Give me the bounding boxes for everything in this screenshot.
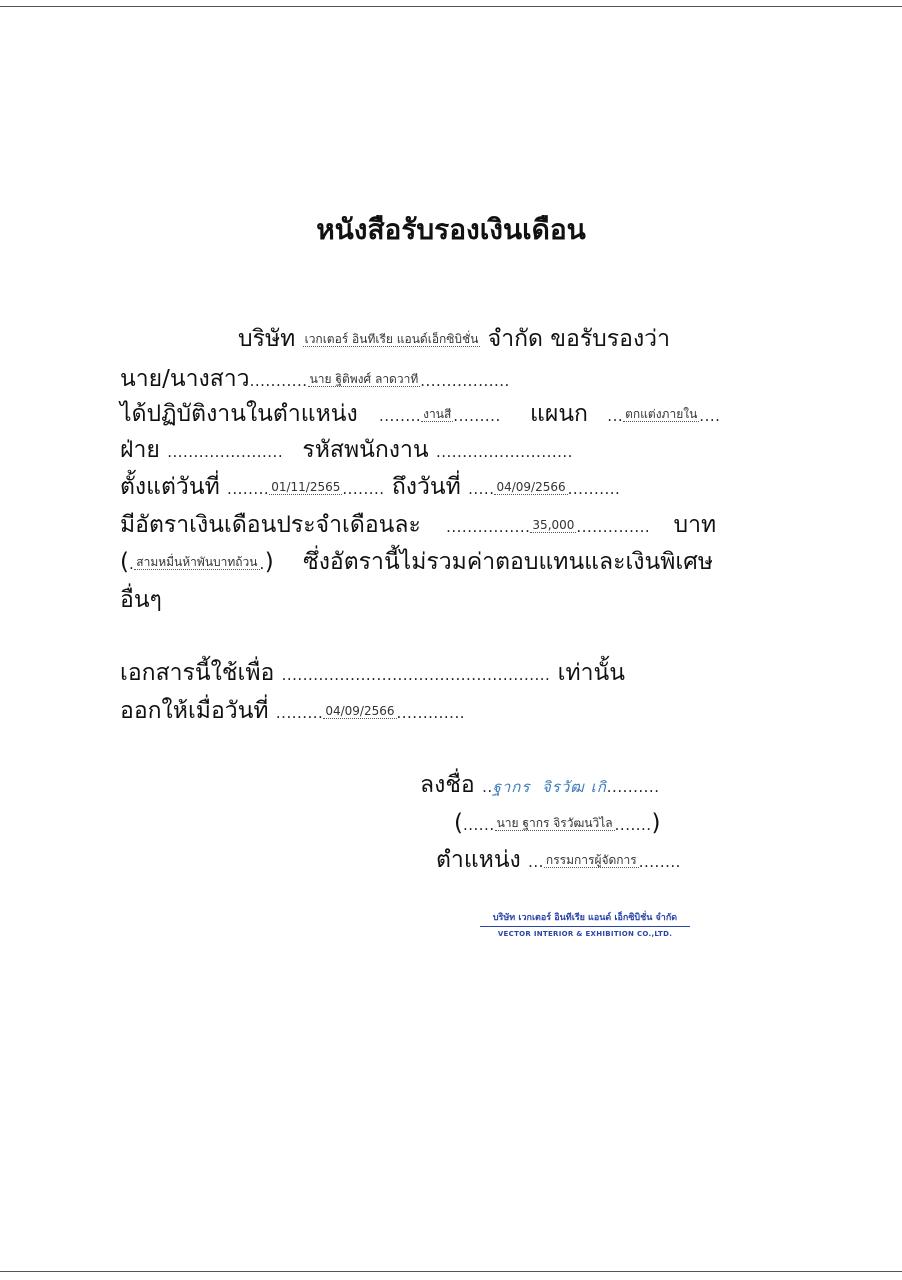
purpose-field: ...................................................: [281, 666, 551, 684]
division-line: [120, 433, 573, 469]
division-field: ......................: [167, 443, 284, 461]
signer-title-line: ตำแหน่ง ... กรรมการผู้จัดการ ........: [436, 847, 681, 873]
others-text: อื่นๆ: [120, 587, 162, 613]
salary-words-line: (. สามหมื่นห้าพันบาทถ้วน .) ซึ่งอัตรานี้ไม่รวมค่าตอบแทนและเงินพิเศษ: [120, 549, 714, 575]
name-line: นาย/นางสาว........... นาย ฐิติพงศ์ ลาดวาที .................: [120, 366, 510, 392]
department-label: แผนก: [530, 401, 588, 427]
handwritten-signature: ฐากร จิรวัฒ เกิ: [492, 778, 607, 796]
employee-id-field: ..........................: [435, 443, 573, 461]
signature-line: ลงชื่อ ..ฐากร จิรวัฒ เกิ..........: [420, 772, 660, 798]
exclusion-note: ซึ่งอัตรานี้ไม่รวมค่าตอบแทนและเงินพิเศษ: [303, 549, 714, 575]
name-label: นาย/นางสาว: [120, 366, 250, 392]
issue-date-label: ออกให้เมื่อวันที่: [120, 698, 269, 724]
issue-date-line: ออกให้เมื่อวันที่ ......... 04/09/2566 .............: [120, 698, 465, 724]
start-date-field: 01/11/2565: [271, 480, 341, 494]
department-field: ตกแต่งภายใน: [625, 407, 698, 421]
stamp-thai-text: บริษัท เวกเตอร์ อินทีเรีย แอนด์ เอ็กซิบิชั่น จำกัด: [480, 910, 690, 927]
employee-id-label: รหัสพนักงาน: [302, 437, 429, 463]
position-line: ได้ปฏิบัติงานในตำแหน่ง ........ งานสี ......... แผนก ... ตกแต่งภายใน ....: [120, 401, 721, 427]
currency-label: บาท: [673, 512, 717, 538]
company-suffix: จำกัด ขอรับรองว่า: [487, 326, 671, 352]
until-date-field: 04/09/2566: [496, 480, 566, 494]
signer-name-field: นาย ฐากร จิรวัฒนวิไล: [496, 816, 613, 830]
company-prefix: บริษัท: [238, 326, 296, 352]
position-field: งานสี: [423, 407, 452, 421]
position-label: ได้ปฏิบัติงานในตำแหน่ง: [120, 401, 358, 427]
title-label: ตำแหน่ง: [436, 847, 521, 873]
salary-words-field: สามหมื่นห้าพันบาทถ้วน: [136, 555, 258, 569]
company-name-field: เวกเตอร์ อินทีเรีย แอนด์เอ็กซิบิชั่น: [304, 332, 479, 346]
salary-line: มีอัตราเงินเดือนประจำเดือนละ ................ 35,000 .............. บาท: [120, 512, 717, 538]
until-date-label: ถึงวันที่: [391, 474, 461, 500]
purpose-label: เอกสารนี้ใช้เพื่อ: [120, 660, 275, 686]
sign-label: ลงชื่อ: [420, 772, 475, 798]
signer-name-line: (...... นาย ฐากร จิรวัฒนวิไล .......): [454, 810, 661, 836]
purpose-line: [120, 656, 625, 692]
issue-date-field: 04/09/2566: [325, 704, 395, 718]
salary-label: มีอัตราเงินเดือนประจำเดือนละ: [120, 512, 421, 538]
stamp-english-text: VECTOR INTERIOR & EXHIBITION CO.,LTD.: [497, 930, 673, 938]
salary-amount-field: 35,000: [532, 518, 575, 532]
top-border-line: [0, 6, 902, 7]
document-title: หนังสือรับรองเงินเดือน: [316, 213, 586, 246]
employee-name-field: นาย ฐิติพงศ์ ลาดวาที: [309, 372, 419, 386]
company-stamp: [480, 910, 690, 938]
company-line: [238, 322, 670, 359]
division-label: ฝ่าย: [120, 437, 160, 463]
bottom-border-line: [0, 1271, 902, 1272]
purpose-suffix: เท่านั้น: [557, 660, 625, 686]
employment-dates-line: ตั้งแต่วันที่ ........ 01/11/2565 ........ ถึงวันที่ ..... 04/09/2566 ..........: [120, 474, 621, 500]
signer-title-field: กรรมการผู้จัดการ: [545, 853, 637, 867]
start-date-label: ตั้งแต่วันที่: [120, 474, 220, 500]
